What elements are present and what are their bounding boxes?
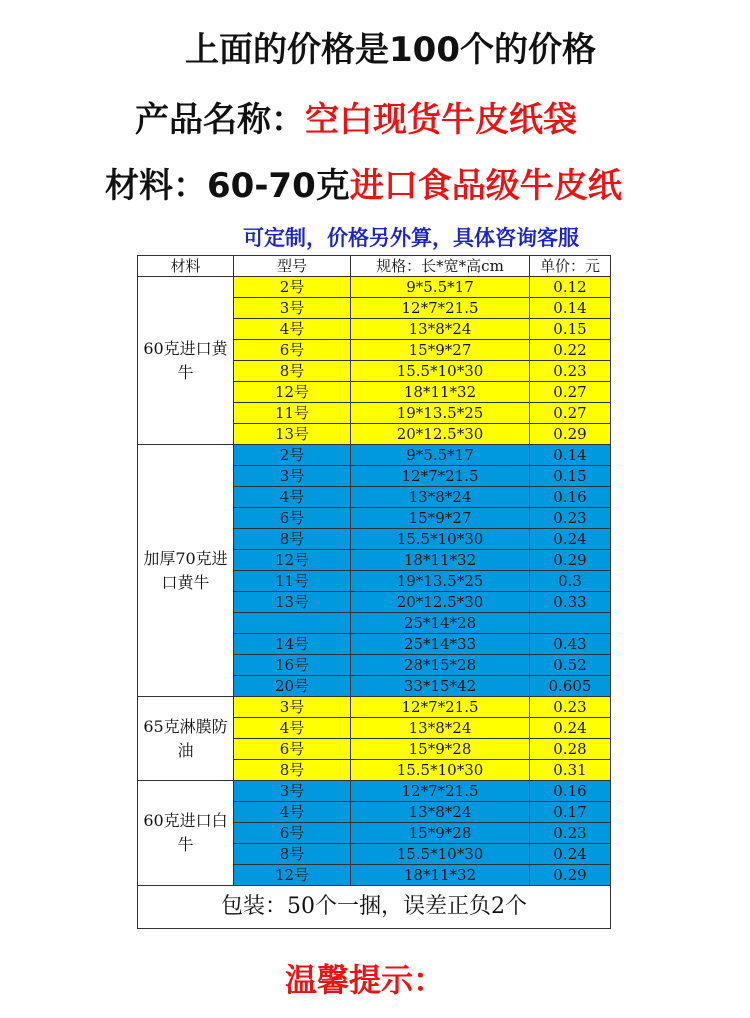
footer-row: [138, 886, 611, 929]
price-cell: 0.23: [530, 697, 611, 718]
spec-cell: 9*5.5*17: [351, 445, 530, 466]
price-basis-heading: 上面的价格是100个的价格: [185, 30, 596, 70]
spec-cell: 15.5*10*30: [351, 844, 530, 865]
spec-cell: 12*7*21.5: [351, 697, 530, 718]
model-cell: 13号: [234, 424, 351, 445]
model-cell: 3号: [234, 697, 351, 718]
price-cell: 0.23: [530, 508, 611, 529]
model-cell: 3号: [234, 781, 351, 802]
material-line: [105, 158, 622, 207]
model-cell: 16号: [234, 655, 351, 676]
price-cell: 0.28: [530, 739, 611, 760]
model-cell: 12号: [234, 382, 351, 403]
price-cell: 0.23: [530, 823, 611, 844]
model-cell: 8号: [234, 361, 351, 382]
model-cell: 8号: [234, 844, 351, 865]
spec-cell: 12*7*21.5: [351, 298, 530, 319]
price-cell: 0.15: [530, 466, 611, 487]
spec-cell: 15*9*28: [351, 739, 530, 760]
material-cell: 60克进口白牛: [138, 781, 234, 886]
model-cell: [234, 613, 351, 634]
product-name-label: 产品名称：: [135, 100, 305, 140]
column-header-price: 单价：元: [530, 256, 611, 277]
spec-cell: 15*9*27: [351, 340, 530, 361]
model-cell: 4号: [234, 319, 351, 340]
price-cell: 0.24: [530, 529, 611, 550]
material-cell: 65克淋膜防油: [138, 697, 234, 781]
model-cell: 8号: [234, 760, 351, 781]
spec-cell: 19*13.5*25: [351, 403, 530, 424]
spec-cell: 28*15*28: [351, 655, 530, 676]
model-cell: 3号: [234, 298, 351, 319]
table-body: [138, 277, 611, 886]
spec-cell: 13*8*24: [351, 718, 530, 739]
model-cell: 12号: [234, 550, 351, 571]
spec-cell: 12*7*21.5: [351, 466, 530, 487]
table-header-row: [138, 256, 611, 277]
customization-note: 可定制，价格另外算，具体咨询客服: [243, 226, 579, 250]
price-cell: 0.23: [530, 361, 611, 382]
spec-cell: 25*14*33: [351, 634, 530, 655]
spec-cell: 25*14*28: [351, 613, 530, 634]
column-header-spec: 规格：长*宽*高cm: [351, 256, 530, 277]
product-name-value: 空白现货牛皮纸袋: [305, 100, 577, 140]
spec-cell: 13*8*24: [351, 802, 530, 823]
price-cell: 0.29: [530, 550, 611, 571]
model-cell: 3号: [234, 466, 351, 487]
spec-cell: 18*11*32: [351, 550, 530, 571]
model-cell: 13号: [234, 592, 351, 613]
price-cell: 0.15: [530, 319, 611, 340]
spec-cell: 13*8*24: [351, 487, 530, 508]
product-name-line: [135, 92, 577, 141]
warm-tip-heading: 温馨提示：: [285, 961, 446, 999]
price-cell: 0.29: [530, 865, 611, 886]
spec-cell: 15.5*10*30: [351, 529, 530, 550]
model-cell: 4号: [234, 718, 351, 739]
spec-cell: 20*12.5*30: [351, 424, 530, 445]
packaging-note: 包装：50个一捆，误差正负2个: [138, 886, 611, 929]
material-value: 进口食品级牛皮纸: [349, 166, 622, 206]
table-row: [138, 445, 611, 466]
price-cell: 0.16: [530, 781, 611, 802]
price-cell: 0.43: [530, 634, 611, 655]
model-cell: 11号: [234, 403, 351, 424]
price-cell: 0.17: [530, 802, 611, 823]
model-cell: 2号: [234, 277, 351, 298]
column-header-model: 型号: [234, 256, 351, 277]
model-cell: 12号: [234, 865, 351, 886]
table-row: [138, 781, 611, 802]
model-cell: 8号: [234, 529, 351, 550]
spec-cell: 9*5.5*17: [351, 277, 530, 298]
price-cell: 0.24: [530, 844, 611, 865]
spec-cell: 19*13.5*25: [351, 571, 530, 592]
price-cell: 0.16: [530, 487, 611, 508]
model-cell: 4号: [234, 487, 351, 508]
price-cell: 0.29: [530, 424, 611, 445]
price-cell: 0.14: [530, 445, 611, 466]
price-cell: 0.27: [530, 382, 611, 403]
table-row: [138, 277, 611, 298]
model-cell: 6号: [234, 823, 351, 844]
spec-cell: 33*15*42: [351, 676, 530, 697]
price-cell: 0.14: [530, 298, 611, 319]
price-cell: [530, 613, 611, 634]
material-cell: 加厚70克进口黄牛: [138, 445, 234, 697]
price-table: [137, 255, 611, 929]
price-cell: 0.52: [530, 655, 611, 676]
model-cell: 4号: [234, 802, 351, 823]
spec-cell: 18*11*32: [351, 382, 530, 403]
price-cell: 0.22: [530, 340, 611, 361]
spec-cell: 18*11*32: [351, 865, 530, 886]
spec-cell: 15*9*27: [351, 508, 530, 529]
price-cell: 0.3: [530, 571, 611, 592]
spec-cell: 15.5*10*30: [351, 760, 530, 781]
spec-cell: 20*12.5*30: [351, 592, 530, 613]
model-cell: 6号: [234, 340, 351, 361]
material-cell: 60克进口黄牛: [138, 277, 234, 445]
spec-cell: 13*8*24: [351, 319, 530, 340]
spec-cell: 12*7*21.5: [351, 781, 530, 802]
price-cell: 0.31: [530, 760, 611, 781]
price-cell: 0.12: [530, 277, 611, 298]
model-cell: 6号: [234, 508, 351, 529]
price-cell: 0.605: [530, 676, 611, 697]
price-cell: 0.24: [530, 718, 611, 739]
column-header-material: 材料: [138, 256, 234, 277]
model-cell: 2号: [234, 445, 351, 466]
price-cell: 0.27: [530, 403, 611, 424]
model-cell: 6号: [234, 739, 351, 760]
spec-cell: 15.5*10*30: [351, 361, 530, 382]
model-cell: 20号: [234, 676, 351, 697]
material-label: 材料：60-70克: [105, 166, 350, 206]
model-cell: 14号: [234, 634, 351, 655]
table-row: [138, 697, 611, 718]
model-cell: 11号: [234, 571, 351, 592]
price-cell: 0.33: [530, 592, 611, 613]
spec-cell: 15*9*28: [351, 823, 530, 844]
